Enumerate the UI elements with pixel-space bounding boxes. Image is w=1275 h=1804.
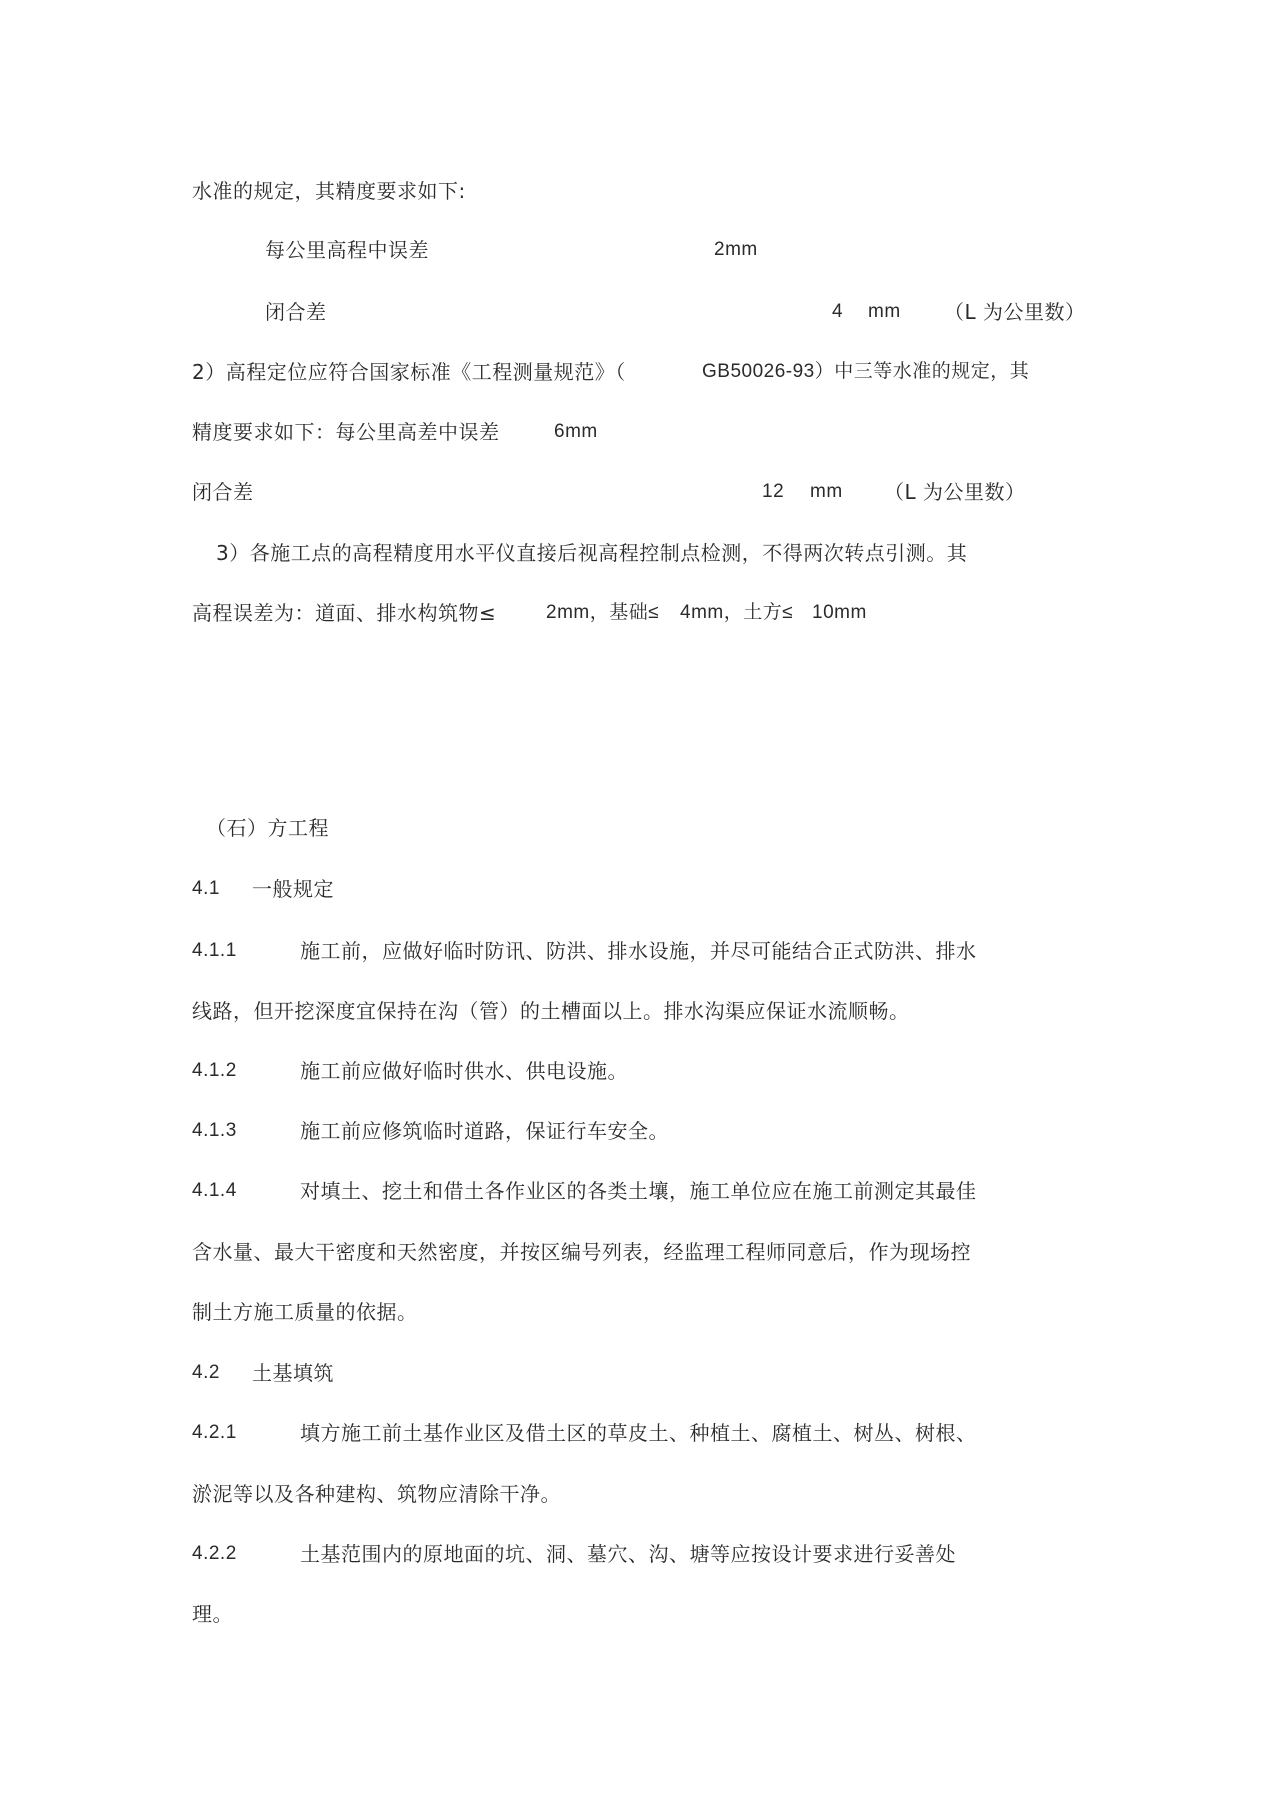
s-4-1-3-text: 施工前应修筑临时道路，保证行车安全。 — [300, 1119, 669, 1143]
accuracy-intro: 水准的规定，其精度要求如下: — [192, 179, 466, 203]
s-4-2-2-line2: 理。 — [192, 1602, 233, 1626]
sec-4-2-number: 4.2 — [192, 1362, 220, 1383]
item3-line2-b: 2mm，基础≤ — [546, 602, 660, 623]
s-4-2-2-line1: 土基范围内的原地面的坑、洞、墓穴、沟、塘等应按设计要求进行妥善处 — [300, 1542, 956, 1566]
req3-label: 闭合差 — [192, 480, 254, 504]
s-4-2-1-line1: 填方施工前土基作业区及借土区的草皮土、种植土、腐植土、树丛、树根、 — [300, 1421, 977, 1445]
s-4-1-2-number: 4.1.2 — [192, 1060, 237, 1081]
s-4-1-4-line2: 含水量、最大干密度和天然密度，并按区编号列表，经监理工程师同意后，作为现场控 — [192, 1240, 971, 1264]
sec-4-1-number: 4.1 — [192, 878, 220, 899]
req1-label: 每公里高程中误差 — [265, 238, 429, 262]
sec-4-1-title: 一般规定 — [252, 877, 334, 901]
chapter-title: （石）方工程 — [206, 816, 329, 840]
s-4-1-1-line1: 施工前，应做好临时防讯、防洪、排水设施，并尽可能结合正式防洪、排水 — [300, 939, 977, 963]
s-4-1-4-line3: 制土方施工质量的依据。 — [192, 1300, 418, 1324]
req3-note: （L 为公里数） — [884, 480, 1026, 504]
item3-line2-c: 4mm，土方≤ — [680, 602, 794, 623]
req2-value: 4 — [832, 301, 844, 322]
s-4-1-4-number: 4.1.4 — [192, 1180, 237, 1201]
req1-value: 2mm — [714, 239, 758, 260]
s-4-1-1-line2: 线路，但开挖深度宜保持在沟（管）的土槽面以上。排水沟渠应保证水流顺畅。 — [192, 999, 910, 1023]
s-4-2-1-number: 4.2.1 — [192, 1422, 237, 1443]
req2-label: 闭合差 — [265, 300, 327, 324]
item2-line2-b: 6mm — [554, 421, 598, 442]
sec-4-2-title: 土基填筑 — [252, 1361, 334, 1385]
s-4-1-1-number: 4.1.1 — [192, 940, 237, 961]
s-4-2-2-number: 4.2.2 — [192, 1543, 237, 1564]
s-4-2-1-line2: 淤泥等以及各种建构、筑物应清除干净。 — [192, 1482, 561, 1506]
item2-line1-b: GB50026-93）中三等水准的规定，其 — [702, 361, 1030, 382]
item2-line1-a: 2）高程定位应符合国家标准《工程测量规范》（ — [192, 360, 626, 384]
item3-line2-a: 高程误差为：道面、排水构筑物≤ — [192, 601, 497, 625]
s-4-1-3-number: 4.1.3 — [192, 1120, 237, 1141]
req3-value: 12 — [762, 481, 785, 502]
s-4-1-4-line1: 对填土、挖土和借土各作业区的各类土壤，施工单位应在施工前测定其最佳 — [300, 1179, 977, 1203]
item3-line1: 3）各施工点的高程精度用水平仪直接后视高程控制点检测，不得两次转点引测。其 — [216, 541, 968, 565]
s-4-1-2-text: 施工前应做好临时供水、供电设施。 — [300, 1059, 628, 1083]
item2-line2-a: 精度要求如下：每公里高差中误差 — [192, 420, 500, 444]
item3-line2-d: 10mm — [812, 602, 867, 623]
req2-note: （L 为公里数） — [944, 300, 1086, 324]
req2-unit: mm — [868, 301, 901, 322]
req3-unit: mm — [810, 481, 843, 502]
